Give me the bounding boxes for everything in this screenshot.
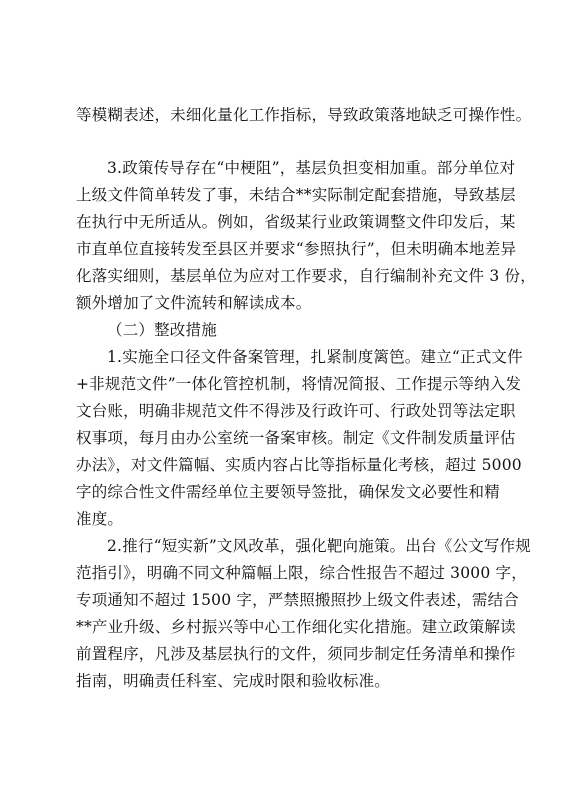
paragraph-line: 市直单位直接转发至县区并要求“参照执行”，但未明确本地差异: [76, 240, 517, 258]
paragraph-line: 文台账，明确非规范文件不得涉及行政许可、行政处罚等法定职: [76, 402, 516, 420]
paragraph-line: 范指引》，明确不同文种篇幅上限，综合性报告不超过 3000 字，: [76, 564, 527, 582]
paragraph-line: **产业升级、乡村振兴等中心工作细化实化措施。建立政策解读: [76, 618, 516, 636]
paragraph-line: 准度。: [76, 510, 124, 528]
paragraph-line: 上级文件简单转发了事，未结合**实际制定配套措施，导致基层: [76, 186, 516, 204]
paragraph-line: 字的综合性文件需经单位主要领导签批，确保发文必要性和精: [76, 483, 500, 501]
paragraph-line: 前置程序，凡涉及基层执行的文件，须同步制定任务清单和操作: [76, 645, 516, 663]
paragraph-line: 2.推行“短实新”文风改革，强化靶向施策。出台《公文写作规: [107, 537, 531, 555]
paragraph-line: +非规范文件”一体化管控机制，将情况简报、工作提示等纳入发: [76, 375, 522, 393]
paragraph-line: 3.政策传导存在“中梗阻”，基层负担变相加重。部分单位对: [107, 159, 516, 177]
paragraph-line: 权事项，每月由办公室统一备案审核。制定《文件制发质量评估: [76, 429, 516, 447]
paragraph-line: 额外增加了文件流转和解读成本。: [76, 294, 312, 312]
paragraph-line: 1.实施全口径文件备案管理，扎紧制度篱笆。建立“正式文件: [107, 348, 523, 366]
paragraph-line: 办法》，对文件篇幅、实质内容占比等指标量化考核，超过 5000: [76, 456, 522, 474]
paragraph-line: 指南，明确责任科室、完成时限和验收标准。: [76, 672, 391, 690]
paragraph-line: 化落实细则，基层单位为应对工作要求，自行编制补充文件 3 份，: [76, 267, 536, 285]
section-heading: （二）整改措施: [107, 321, 217, 339]
paragraph-line: 专项通知不超过 1500 字，严禁照搬照抄上级文件表述，需结合: [76, 591, 520, 609]
paragraph-line: 等模糊表述，未细化量化工作指标，导致政策落地缺乏可操作性。: [76, 106, 532, 124]
paragraph-line: 在执行中无所适从。例如，省级某行业政策调整文件印发后，某: [76, 213, 516, 231]
